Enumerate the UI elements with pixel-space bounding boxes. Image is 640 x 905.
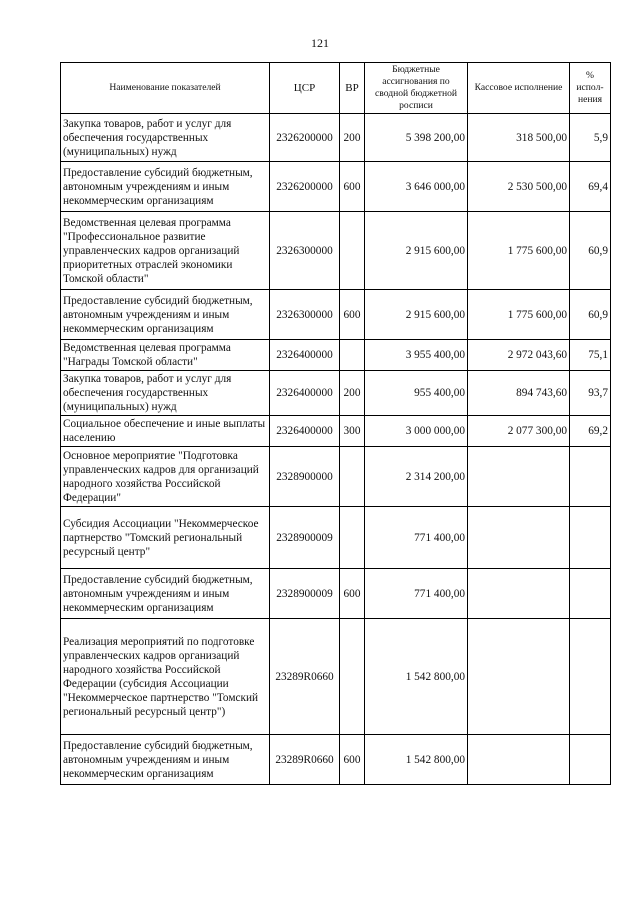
table-row bbox=[61, 162, 611, 212]
cell-percent bbox=[570, 447, 611, 507]
table-row bbox=[61, 416, 611, 447]
cell-percent bbox=[570, 619, 611, 735]
cell-percent: 93,7 bbox=[570, 371, 611, 416]
header-percent: % испол-нения bbox=[570, 63, 611, 114]
cell-cash bbox=[468, 619, 570, 735]
table-row bbox=[61, 290, 611, 340]
cell-name: Реализация мероприятий по подготовке управленческих кадров организаций народного хозяйства Российской Федерации (субсидия Ассоциации "Некоммерческое партнерство "Томский региональный ресурсный центр") bbox=[61, 619, 270, 735]
cell-name: Субсидия Ассоциации "Некоммерческое партнерство "Томский региональный ресурсный центр" bbox=[61, 507, 270, 569]
cell-csr: 2326300000 bbox=[270, 212, 340, 290]
cell-csr: 2326300000 bbox=[270, 290, 340, 340]
cell-budget: 955 400,00 bbox=[365, 371, 468, 416]
cell-csr: 2326200000 bbox=[270, 162, 340, 212]
cell-percent: 75,1 bbox=[570, 340, 611, 371]
cell-percent: 60,9 bbox=[570, 212, 611, 290]
cell-name: Ведомственная целевая программа "Награды Томской области" bbox=[61, 340, 270, 371]
table-row bbox=[61, 447, 611, 507]
cell-budget: 2 314 200,00 bbox=[365, 447, 468, 507]
cell-percent: 69,2 bbox=[570, 416, 611, 447]
cell-cash: 894 743,60 bbox=[468, 371, 570, 416]
cell-cash bbox=[468, 735, 570, 785]
cell-cash: 1 775 600,00 bbox=[468, 212, 570, 290]
cell-name: Предоставление субсидий бюджетным, автономным учреждениям и иным некоммерческим организациям bbox=[61, 569, 270, 619]
cell-vr: 600 bbox=[340, 569, 365, 619]
header-name: Наименование показателей bbox=[61, 63, 270, 114]
cell-vr: 200 bbox=[340, 371, 365, 416]
cell-name: Ведомственная целевая программа "Профессиональное развитие управленческих кадров организаций приоритетных отраслей экономики Томской области" bbox=[61, 212, 270, 290]
cell-percent: 5,9 bbox=[570, 114, 611, 162]
cell-percent: 69,4 bbox=[570, 162, 611, 212]
table-row bbox=[61, 619, 611, 735]
cell-name: Предоставление субсидий бюджетным, автономным учреждениям и иным некоммерческим организациям bbox=[61, 735, 270, 785]
cell-vr bbox=[340, 212, 365, 290]
cell-cash bbox=[468, 447, 570, 507]
cell-percent bbox=[570, 735, 611, 785]
cell-budget: 1 542 800,00 bbox=[365, 619, 468, 735]
header-csr: ЦСР bbox=[270, 63, 340, 114]
cell-cash: 2 972 043,60 bbox=[468, 340, 570, 371]
cell-csr: 23289R0660 bbox=[270, 735, 340, 785]
cell-budget: 2 915 600,00 bbox=[365, 212, 468, 290]
table-row bbox=[61, 340, 611, 371]
cell-cash: 1 775 600,00 bbox=[468, 290, 570, 340]
cell-percent bbox=[570, 569, 611, 619]
cell-percent bbox=[570, 507, 611, 569]
cell-name: Предоставление субсидий бюджетным, автономным учреждениям и иным некоммерческим организациям bbox=[61, 290, 270, 340]
header-cash: Кассовое исполнение bbox=[468, 63, 570, 114]
cell-vr: 600 bbox=[340, 290, 365, 340]
table-row bbox=[61, 371, 611, 416]
table-row bbox=[61, 114, 611, 162]
cell-vr: 600 bbox=[340, 735, 365, 785]
cell-cash: 318 500,00 bbox=[468, 114, 570, 162]
cell-cash bbox=[468, 507, 570, 569]
header-vr: ВР bbox=[340, 63, 365, 114]
cell-csr: 2328900000 bbox=[270, 447, 340, 507]
cell-csr: 23289R0660 bbox=[270, 619, 340, 735]
table-header-row bbox=[61, 63, 611, 114]
page-number: 121 bbox=[311, 36, 329, 50]
cell-budget: 3 646 000,00 bbox=[365, 162, 468, 212]
cell-budget: 771 400,00 bbox=[365, 569, 468, 619]
cell-budget: 3 955 400,00 bbox=[365, 340, 468, 371]
cell-csr: 2328900009 bbox=[270, 569, 340, 619]
table-row bbox=[61, 212, 611, 290]
table-row bbox=[61, 735, 611, 785]
cell-vr bbox=[340, 340, 365, 371]
cell-budget: 3 000 000,00 bbox=[365, 416, 468, 447]
cell-name: Социальное обеспечение и иные выплаты населению bbox=[61, 416, 270, 447]
cell-budget: 5 398 200,00 bbox=[365, 114, 468, 162]
cell-cash: 2 077 300,00 bbox=[468, 416, 570, 447]
budget-execution-table bbox=[60, 62, 611, 785]
cell-name: Основное мероприятие "Подготовка управленческих кадров для организаций народного хозяйства Российской Федерации" bbox=[61, 447, 270, 507]
cell-csr: 2326400000 bbox=[270, 371, 340, 416]
cell-vr bbox=[340, 619, 365, 735]
cell-csr: 2326200000 bbox=[270, 114, 340, 162]
cell-vr bbox=[340, 447, 365, 507]
cell-csr: 2326400000 bbox=[270, 416, 340, 447]
cell-percent: 60,9 bbox=[570, 290, 611, 340]
cell-name: Закупка товаров, работ и услуг для обеспечения государственных (муниципальных) нужд bbox=[61, 114, 270, 162]
table-row bbox=[61, 569, 611, 619]
header-budget: Бюджетные ассигнования по сводной бюджетной росписи bbox=[365, 63, 468, 114]
cell-cash bbox=[468, 569, 570, 619]
cell-vr: 600 bbox=[340, 162, 365, 212]
cell-cash: 2 530 500,00 bbox=[468, 162, 570, 212]
cell-budget: 771 400,00 bbox=[365, 507, 468, 569]
cell-csr: 2328900009 bbox=[270, 507, 340, 569]
cell-name: Закупка товаров, работ и услуг для обеспечения государственных (муниципальных) нужд bbox=[61, 371, 270, 416]
cell-budget: 2 915 600,00 bbox=[365, 290, 468, 340]
cell-vr: 300 bbox=[340, 416, 365, 447]
cell-vr bbox=[340, 507, 365, 569]
cell-vr: 200 bbox=[340, 114, 365, 162]
cell-budget: 1 542 800,00 bbox=[365, 735, 468, 785]
cell-name: Предоставление субсидий бюджетным, автономным учреждениям и иным некоммерческим организациям bbox=[61, 162, 270, 212]
table-row bbox=[61, 507, 611, 569]
cell-csr: 2326400000 bbox=[270, 340, 340, 371]
